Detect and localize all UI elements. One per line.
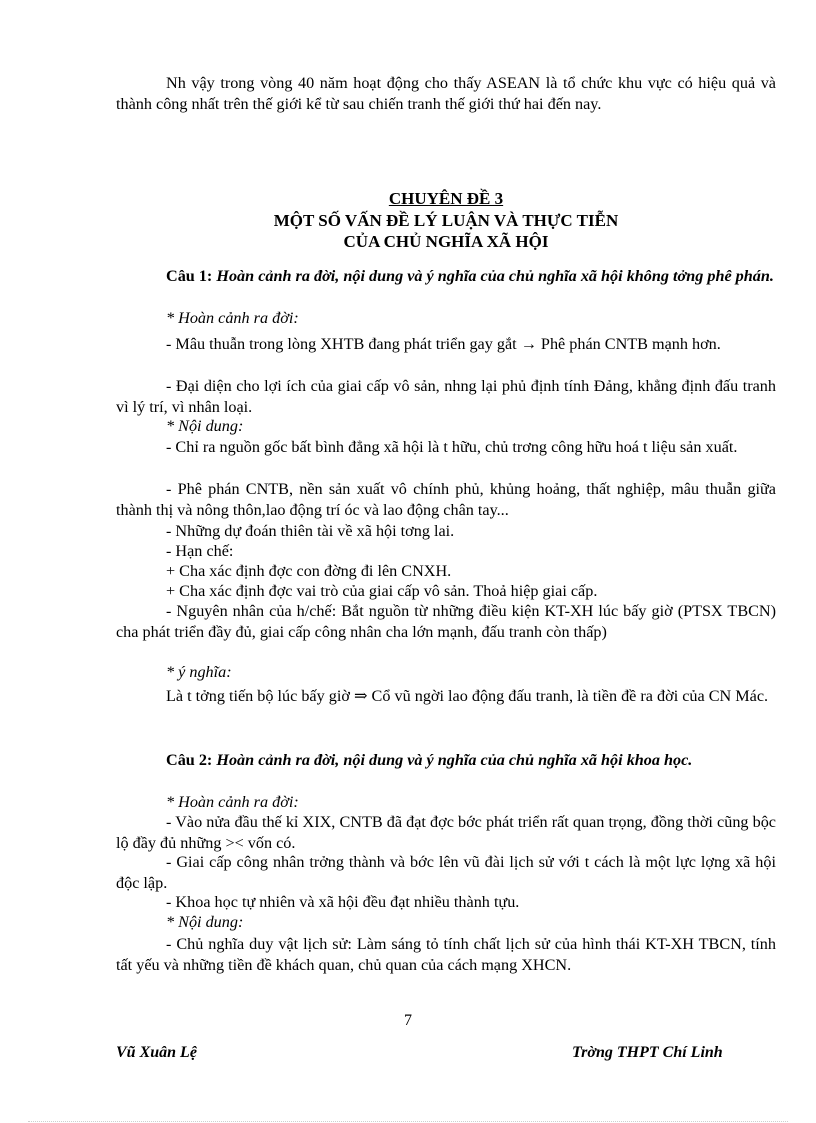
q1-section-context: * Hoàn cảnh ra đời: (166, 309, 299, 327)
q2-section-content: * Nội dung: (166, 913, 244, 931)
q2-line-4: - Chủ nghĩa duy vật lịch sử: Làm sáng tỏ tính chất lịch sử của hình thái KT-XH TBCN, tính tất yếu và những tiền đề khách quan, chủ quan của cách mạng XHCN. (116, 935, 776, 974)
question-1 (116, 266, 776, 287)
q1-line-7: + Cha xác định đợc con đờng đi lên CNXH. (166, 562, 452, 580)
q1-line-3: - Chỉ ra nguồn gốc bất bình đẳng xã hội là t hữu, chủ trơng công hữu hoá t liệu sản xuất. (166, 438, 738, 456)
q1-line-5: - Những dự đoán thiên tài về xã hội tơng lai. (166, 522, 455, 540)
q1-line-6: - Hạn chế: (166, 542, 234, 560)
q1-section-meaning: * ý nghĩa: (166, 663, 232, 681)
q2-line-1: - Vào nửa đầu thế kỉ XIX, CNTB đã đạt đợc bớc phát triển rất quan trọng, đồng thời cũng bộc lộ đầy đủ những >< vốn có. (116, 813, 776, 852)
q1-section-content: * Nội dung: (166, 417, 244, 435)
q1-line-8: + Cha xác định đợc vai trò của giai cấp vô sản. Thoả hiệp giai cấp. (166, 582, 598, 600)
question-1-text: Hoàn cảnh ra đời, nội dung và ý nghĩa của chủ nghĩa xã hội không tởng phê phán. (216, 267, 774, 285)
intro-paragraph: Nh vậy trong vòng 40 năm hoạt động cho thấy ASEAN là tổ chức khu vực có hiệu quả và thành công nhất trên thế giới kể từ sau chiến tranh thế giới thứ hai đến nay. (116, 74, 776, 113)
question-2-text: Hoàn cảnh ra đời, nội dung và ý nghĩa của chủ nghĩa xã hội khoa học. (216, 751, 693, 769)
question-1-label: Câu 1: (166, 267, 213, 285)
footer-author: Vũ Xuân Lệ (116, 1044, 197, 1061)
q1-line-2: - Đại diện cho lợi ích của giai cấp vô sản, nhng lại phủ định tính Đảng, khẳng định đấu tranh vì lý trí, vì nhân loại. (116, 377, 776, 416)
q2-section-context: * Hoàn cảnh ra đời: (166, 793, 299, 811)
chapter-title: CHUYÊN ĐỀ 3 (388, 189, 504, 208)
chapter-subtitle-line1: MỘT SỐ VẤN ĐỀ LÝ LUẬN VÀ THỰC TIỄN (273, 211, 619, 230)
q1-line-1: - Mâu thuẫn trong lòng XHTB đang phát triển gay gắt → Phê phán CNTB mạnh hơn. (166, 335, 721, 353)
footer-school: Trờng THPT Chí Linh (572, 1044, 723, 1061)
q2-line-2: - Giai cấp công nhân trởng thành và bớc lên vũ đài lịch sử với t cách là một lực lợng xã hội độc lập. (116, 853, 776, 892)
question-2-label: Câu 2: (166, 751, 213, 769)
q2-line-3: - Khoa học tự nhiên và xã hội đều đạt nhiều thành tựu. (166, 893, 520, 911)
chapter-subtitle-line2: CỦA CHỦ NGHĨA XÃ HỘI (343, 232, 549, 251)
q1-line-10: Là t tởng tiến bộ lúc bấy giờ ⇒ Cổ vũ ngời lao động đấu tranh, là tiền đề ra đời của CN Mác. (166, 687, 769, 705)
page-bottom-divider (28, 1121, 788, 1122)
q1-line-4: - Phê phán CNTB, nền sản xuất vô chính phủ, khủng hoảng, thất nghiệp, mâu thuẫn giữa thành thị và nông thôn,lao động trí óc và lao động chân tay... (116, 480, 776, 519)
question-2 (116, 750, 776, 771)
page-number: 7 (404, 1012, 412, 1029)
q1-line-9: - Nguyên nhân của h/chế: Bắt nguồn từ những điều kiện KT-XH lúc bấy giờ (PTSX TBCN) cha phát triển đầy đủ, giai cấp công nhân cha lớn mạnh, đấu tranh còn thấp) (116, 602, 776, 641)
